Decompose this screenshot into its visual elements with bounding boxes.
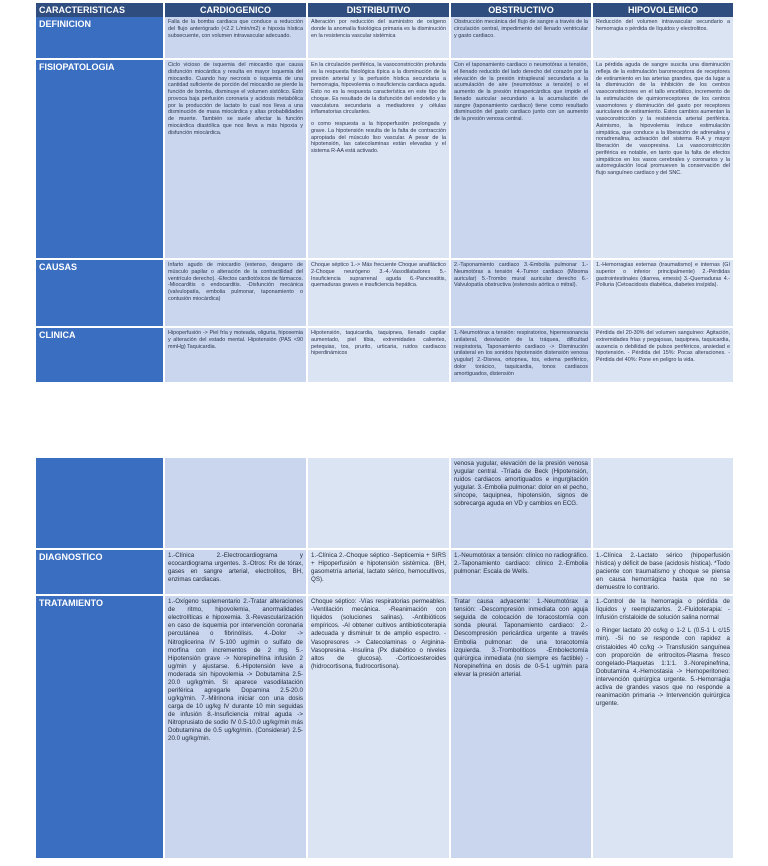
cell-definicion-distributivo: Alteración por reducción del suministro de oxígeno donde la anomalía fisiológica primaria es la disminución en la resistencia vascular sistémica (307, 17, 450, 59)
cell-continuation-distributivo (307, 458, 450, 549)
row-fisiopatologia (36, 59, 734, 259)
cell-continuation-cardiogenico (164, 458, 307, 549)
cell-continuation-obstructivo: venosa yugular, elevación de la presión venosa yugular central. -Tríada de Beck (Hipotensión, ruidos cardiacos amortiguados e ingurgitación yugular. 3.-Embolia pulmonar: dolor en el pecho, síncope, taquipnea, hipotensión, signos de sobrecarga aguda en VD y cambios en ECG. (450, 458, 592, 549)
cell-causas-obstructivo: 2.-Taponamiento cardiaco 3.-Embolia pulmonar 1.-Neumotórax a tensión 4.-Tumor cardiaco (Mixoma auricular) 5.-Trombo mural auricular derecho 6.-Valvulopatía obstructiva (estenosis aórtica o mitral). (450, 259, 592, 327)
cell-paragraph: 1.-Control de la hemorragia o pérdida de líquidos y reemplazarlos. 2.-Fluidoterapia: -Infusión cristaloide de solución salina normal (596, 598, 730, 622)
row-label-diagnostico: DIAGNOSTICO (36, 549, 164, 596)
cell-fisiopatologia-cardiogenico: Ciclo vicioso de isquemia del miocardio que causa disfunción miocárdica y resulta en mayor isquemia del miocardio. Cuando hay necrosis o isquemia de una cantidad suficiente de porción del miocardio se pierde la función de bomba, disminuye el volumen sistólico. Esto provoca baja perfusión coronaria y acidosis metabólica por la producción de lactato lo cual nos lleva a una disminución de masa miocárdica y altas probabilidades de muerte. También se suele afectar la función miocárdica diastólica que nos lleva a más hipoxia y disfunción miocárdica. (164, 59, 307, 259)
cell-tratamiento-obstructivo: Tratar causa adyacente: 1.-Neumotórax a tensión: -Descompresión inmediata con aguja seguida de colocación de toracostomía con sonda pleural. Taponamiento cardiaco: 2.-Descompresión pericárdica urgente a través Embolia pulmonar: de una toracotomía izquierda. 3.-Trombolíticos -Embolectomía quirúrgica inmediata (no siempre es factible) -Norepinefrina en dosis de 0-5-1 ug/min para elevar la presión arterial. (450, 595, 592, 859)
shock-table-page-2 (36, 458, 735, 860)
cell-definicion-cardiogenico: Falla de la bomba cardiaca que conduce a reducción del flujo anterógrado (<2.2 L/min/m2) e hipoxia hística subsecuente, con volumen intravascular adecuado. (164, 17, 307, 59)
cell-causas-hipovolemico: 1.-Hemorragias externas (traumatismo) e internas (GI superior o inferior principalmente) 2.-Pérdidas gastrointestinales (diarrea, emesis) 3.-Quemaduras 4.-Poliuria (Cetoacidosis diabética, diabetes insípida). (592, 259, 734, 327)
row-causas (36, 259, 734, 327)
cell-diagnostico-distributivo: 1.-Clínica 2.-Choque séptico -Septicemia + SIRS + Hipoperfusión e hipotensión sistémica. (BH, gasometría arterial, lactato sérico, hemocultivos, QS). (307, 549, 450, 596)
header-caracteristicas: CARACTERISTICAS (36, 3, 164, 17)
cell-diagnostico-hipovolemico: 1.-Clínica 2.-Lactato sérico (hipoperfusión hística) y déficit de base (acidosis hística). *Todo paciente con traumatismo y choque se piensa en causa hemorrágica hasta que no se demuestre lo contrario. (592, 549, 734, 596)
cell-paragraph: En la circulación periférica, la vasoconstricción profunda es la respuesta fisiológica típica a la disminución de la presión arterial y la perfusión hística secundaria a hemorragia, hipovolemia o insuficiencia cardiaca aguda. Esto no es la respuesta característica en este tipo de choque. Es resultado de la disfunción del endotelio y la vasculatura secundaria a mediadores y células inflamatorias circulantes. (311, 62, 446, 116)
row-label-fisiopatologia: FISIOPATOLOGIA (36, 59, 164, 259)
cell-diagnostico-obstructivo: 1.-Neumotórax a tensión: clínico no radiográfico. 2.-Taponamiento cardiaco: clínico 2.-Embolia pulmonar: Escala de Wells. (450, 549, 592, 596)
row-label-continuation (36, 458, 164, 549)
row-continuation (36, 458, 734, 549)
cell-causas-distributivo: Choque séptico 1.-> Más frecuente Choque anafiláctico 2-Choque neurógeno 3.-4.-Vasodilatadores 5.-Insuficiencia suprarrenal aguda 6.-Pancreatitis, quemaduras graves e insuficiencia hepática. (307, 259, 450, 327)
cell-tratamiento-distributivo: Choque séptico: -Vías respiratorias permeables. -Ventilación mecánica. -Reanimación con líquidos (soluciones salinas). -Antibióticos empíricos. -Al obtener cultivos antibioticoterapia adecuada y disminuir tx de amplio espectro. -Vasopresores -> Catecolaminas o Arginina-Vasopresina. -Insulina (Px diabético o niveles altos de glucosa). -Corticoesteroides (hidrocortisona, fludrocortisona). (307, 595, 450, 859)
header-hipovolemico: HIPOVOLEMICO (592, 3, 734, 17)
row-diagnostico (36, 549, 734, 596)
shock-table-page-1 (36, 3, 735, 384)
cell-fisiopatologia-obstructivo: Con el taponamiento cardiaco o neumotórax a tensión, el llenado reducido del lado derecho del corazón por la elevación de la presión intrapleural secundaria a la acumulación de aire (neumotórax a tensión) o el aumento de la presión intrapericárdica que impide el llenado auricular secundario a la acumulación de sangre (taponamiento cardiaco) tiene como resultado disminución del gasto cardiaco junto con un aumento de la presión venosa central. (450, 59, 592, 259)
row-clinica (36, 327, 734, 383)
cell-clinica-obstructivo: 1.-Neumotórax a tensión: respiratorios, hiperresonancia unilateral, desviación de la tráquea, dificultad respiratoria, Taponamiento cardiaco -> Disminución unilateral en los sonidos hipotensión distensión venosa yugular) 2.-Disnea, ortopnea, tos, edema periférico, dolor torácico, taquicardia, tonos cardiacos amortiguados, distensión (450, 327, 592, 383)
cell-causas-cardiogenico: Infarto agudo de miocardio (extenso, desgarro de músculo papilar o alteración de la contractilidad del ventrículo derecho). -Efectos cardiotóxicos de fármacos. -Miocarditis o endocarditis. -Disfunción mecánica (valvulopatía, embolia pulmonar, taponamiento o contusión miocárdica) (164, 259, 307, 327)
cell-definicion-obstructivo: Obstrucción mecánica del flujo de sangre a través de la circulación central, impedimento del llenado ventricular y gasto cardiaco. (450, 17, 592, 59)
cell-fisiopatologia-hipovolemico: La pérdida aguda de sangre suscita una disminución refleja de la estimulación barorreceptora de receptores de estiramiento en las arterias grandes, que da lugar a la disminución de la inhibición de los centros vasoconstrictores en el tallo encefálico, incremento de la estimulación de quimiorreceptores de los centros vasomotores y disminución del gasto por receptores auriculares de estiramiento. Estos cambios aumentan la vasoconstricción y la resistencia arterial periférica. Asimismo, la hipovolemia induce estimulación simpática, que conduce a la liberación de adrenalina y noradrenalina, activación del sistema R-A y mayor liberación de vasopresina. La vasoconstricción periférica es notable, en tanto que la falta de efectos simpáticos en los vasos cerebrales y coronarios y la autorregulación local promueven la conservación del flujo sanguíneo cardiaco y del SNC. (592, 59, 734, 259)
header-cardiogenico: CARDIOGENICO (164, 3, 307, 17)
header-row (36, 3, 734, 17)
header-distributivo: DISTRIBUTIVO (307, 3, 450, 17)
header-obstructivo: OBSTRUCTIVO (450, 3, 592, 17)
cell-clinica-distributivo: Hipotensión, taquicardia, taquipnea, llenado capilar aumentado, piel tibia, extremidades calientes, petequias, tos, prurito, urticaria, ruidos cardiacos hiperdinámicos (307, 327, 450, 383)
row-label-definicion: DEFINICION (36, 17, 164, 59)
cell-fisiopatologia-distributivo-p1 (311, 62, 446, 155)
cell-clinica-hipovolemico: Pérdida del 20-30% del volumen sanguíneo: Agitación, extremidades frías y pegajosas, taquipnea, taquicardia, ausencia o debilidad de pulsos periféricos, ansiedad e hipotensión. - Pérdida del 15%: Pocas alteraciones. - Pérdida del 40%: Pone en peligro la vida. (592, 327, 734, 383)
cell-definicion-hipovolemico: Reducción del volumen intravascular secundario a hemorragia o pérdida de líquidos y electrolitos. (592, 17, 734, 59)
row-tratamiento (36, 595, 734, 859)
cell-clinica-cardiogenico: Hipoperfusión -> Piel fría y moteada, oliguria, hipoxemia y alteración del estado mental. Hipotensión (PAS <90 mmHg) Taquicardia. (164, 327, 307, 383)
cell-continuation-hipovolemico (592, 458, 734, 549)
row-definicion (36, 17, 734, 59)
row-label-causas: CAUSAS (36, 259, 164, 327)
cell-diagnostico-cardiogenico: 1.-Clínica 2.-Electrocardiograma y ecocardiograma urgentes. 3.-Otros: Rx de tórax, gases en sangre arterial, electrolitos, BH, enzimas cardiacas. (164, 549, 307, 596)
cell-fisiopatologia-distributivo (307, 59, 450, 259)
cell-paragraph: o Ringer lactato 20 cc/kg o 1-2 L (0.5-1 L c/15 min). -Si no se responde con rapidez a cristaloides 40 cc/kg -> Transfusión sanguínea con proporción de eritrocitos-Plasma fresco congelado-Plaquetas 1:1:1. 3.-Norepinefrina, Dobutamina 4.-Hemostasia -> Hemoperitoneo: intervención quirúrgica urgente. 5.-Hemorragia activa de grandes vasos que no responde a reanimación primaria -> Intervención quirúrgica urgente. (596, 627, 730, 707)
row-label-tratamiento: TRATAMIENTO (36, 595, 164, 859)
cell-tratamiento-cardiogenico: 1.-Oxígeno suplementario 2.-Tratar alteraciones de ritmo, hipovolemia, anormalidades electrolíticas e hipoxemia. 3.-Revascularización en caso de isquemia por intervención coronaria percutánea o fibrinólisis. 4.-Dolor -> Nitroglicerina IV 5-100 ug/min o sulfato de morfina con incrementos de 2 mg. 5.-Hipotensión grave -> Norepinefrina infusión 2 ug/min y ajustarse. 6.-Hipotensión leve a moderada sin hipovolemia -> Dobutamina 2.5-20.0 ug/kg/min. Si aparece vasodilatación periférica agregarle Dopamina 2.5-20.0 ug/kg/min. 7.-Milrinona iniciar con una dosis carga de 10 ug/kg IV durante 10 min seguidas de infusión 8.-Insuficiencia mitral aguda -> Nitroprusiato de sodio IV 0.5-10.0 ug/kg/min más Dobutamina de 0.5 ug/kg/min. (Considerar) 2.5-20.0 ug/kg/min. (164, 595, 307, 859)
cell-paragraph: o como respuesta a la hipoperfusión prolongada y grave. La hipotensión resulta de la falta de contracción apropiada del músculo liso vascular. A pesar de la hipotensión, las catecolaminas están elevadas y el sistema R-AA está activado. (311, 121, 446, 154)
row-label-clinica: CLINICA (36, 327, 164, 383)
cell-tratamiento-hipovolemico (592, 595, 734, 859)
